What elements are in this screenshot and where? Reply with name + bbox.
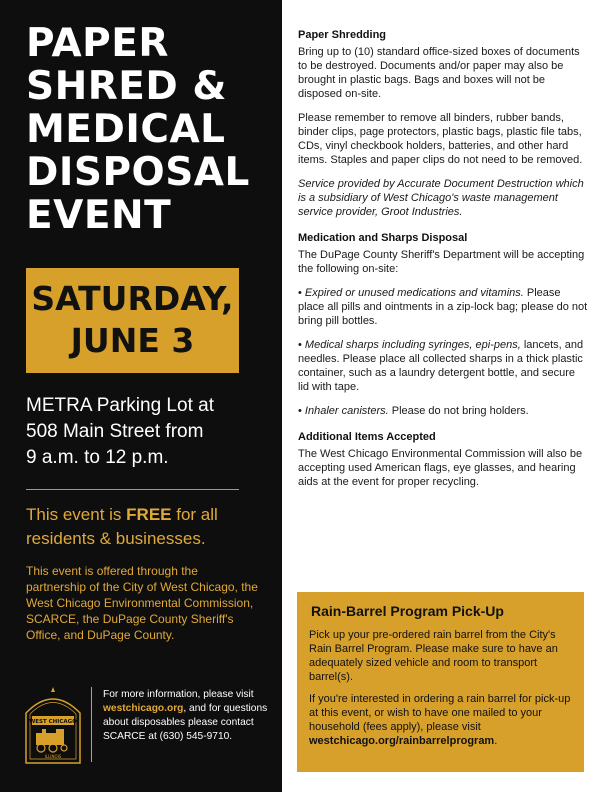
event-date-box bbox=[26, 268, 239, 373]
item-emphasis: Inhaler canisters. bbox=[304, 405, 389, 417]
website-link[interactable]: westchicago.org bbox=[103, 703, 184, 714]
svg-text:WEST CHICAGO: WEST CHICAGO bbox=[29, 719, 77, 725]
free-notice bbox=[26, 503, 266, 551]
item-emphasis: Expired or unused medications and vitamins. bbox=[304, 287, 524, 299]
service-provider-note: Service provided by Accurate Document Destruction which is a subsidiary of West Chicago's waste management service provider, Groot Industries. bbox=[298, 178, 584, 218]
vertical-divider bbox=[91, 687, 92, 762]
title-line: SHRED & bbox=[26, 64, 227, 109]
title-line: PAPER bbox=[26, 21, 169, 66]
additional-items-heading: Additional Items Accepted bbox=[298, 431, 436, 443]
rain-barrel-text: If you're interested in ordering a rain barrel for pick-up at this event, or wish to have one mailed to your household (fees apply), please visit bbox=[309, 693, 571, 733]
bullet: • bbox=[298, 405, 302, 417]
rain-barrel-paragraph bbox=[309, 692, 572, 748]
event-location bbox=[26, 393, 276, 471]
paper-shredding-paragraph: Bring up to (10) standard office-sized boxes of documents to be destroyed. Documents and/or paper may also be brought in plastic bags. Bags and boxes will not be disposed on-site. bbox=[298, 46, 580, 100]
west-chicago-seal-logo bbox=[22, 683, 84, 769]
rain-barrel-paragraph: Pick up your pre-ordered rain barrel from the City's Rain Barrel Program. Please make sure to have an adequately sized vehicle and room to transport barrel(s). bbox=[309, 629, 558, 683]
title-line: MEDICAL bbox=[26, 107, 226, 152]
title-line: EVENT bbox=[26, 193, 172, 238]
medication-item bbox=[298, 404, 588, 418]
contact-info bbox=[103, 688, 281, 744]
medication-heading: Medication and Sharps Disposal bbox=[298, 232, 468, 244]
left-panel bbox=[0, 0, 282, 792]
details-column bbox=[298, 28, 588, 499]
svg-text:ILLINOIS: ILLINOIS bbox=[44, 754, 62, 759]
rain-barrel-text: . bbox=[494, 735, 498, 747]
date-line: SATURDAY, bbox=[31, 279, 234, 318]
rain-barrel-link[interactable]: westchicago.org/rainbarrelprogram bbox=[309, 735, 495, 747]
partnership-text: This event is offered through the partnership of the City of West Chicago, the West Chicago Environmental Commission, SCARCE, the DuPage County Sheriff's Office, and DuPage County. bbox=[26, 564, 258, 642]
location-line: METRA Parking Lot at bbox=[26, 395, 214, 416]
item-text: lancets, and needles. Please place all collected sharps in a thick plastic container, such as a laundry detergent bottle, and secure lid with tape. bbox=[298, 339, 584, 393]
free-after: for all residents & businesses. bbox=[26, 505, 218, 548]
bullet: • bbox=[298, 287, 302, 299]
medication-intro: The DuPage County Sheriff's Department will be accepting the following on-site: bbox=[298, 249, 585, 275]
free-bold: FREE bbox=[126, 505, 172, 524]
location-line: 508 Main Street from bbox=[26, 421, 204, 442]
date-line: JUNE 3 bbox=[70, 321, 195, 360]
item-emphasis: Medical sharps including syringes, epi-pens, bbox=[304, 339, 521, 351]
bullet: • bbox=[298, 339, 302, 351]
medication-item bbox=[298, 286, 588, 328]
medication-item bbox=[298, 338, 588, 394]
additional-items-text: The West Chicago Environmental Commission will also be accepting used American flags, eye glasses, and hearing aids at the event for proper recycling. bbox=[298, 448, 583, 488]
free-before: This event is bbox=[26, 505, 127, 524]
item-text: Please place all pills and ointments in a zip-lock bag; please do not bring pill bottles. bbox=[298, 287, 588, 327]
paper-shredding-paragraph: Please remember to remove all binders, rubber bands, binder clips, page protectors, plastic bags, plastic file tabs, CDs, vinyl checkbook holders, batteries, and other hard items. Staples and paper clips do not need to be removed. bbox=[298, 112, 583, 166]
paper-shredding-heading: Paper Shredding bbox=[298, 29, 387, 41]
item-text: Please do not bring holders. bbox=[388, 405, 529, 417]
location-line: 9 a.m. to 12 p.m. bbox=[26, 447, 169, 468]
rain-barrel-heading: Rain-Barrel Program Pick-Up bbox=[311, 603, 504, 619]
title-line: DISPOSAL bbox=[26, 150, 250, 195]
event-title bbox=[26, 22, 282, 237]
contact-text: For more information, please visit bbox=[103, 689, 254, 700]
contact-text: , and for questions about disposables please contact SCARCE at (630) 545-9710. bbox=[103, 703, 268, 742]
rain-barrel-box bbox=[297, 592, 584, 772]
divider bbox=[26, 489, 239, 490]
